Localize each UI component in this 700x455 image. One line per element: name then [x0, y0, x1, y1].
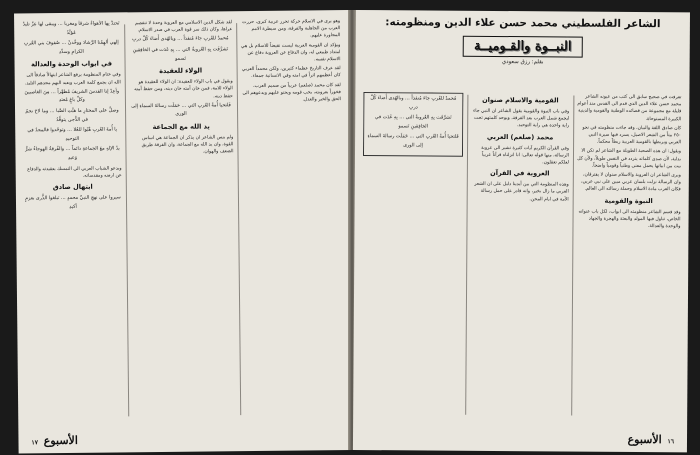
subhead-islam: القومية والاسلام صنوان	[482, 95, 559, 105]
verse-line: سيروا على نهجِ النبيِّ محمدٍ … تبلغوا الذُّرى بعزمٍ أكيدِ	[25, 195, 121, 210]
left-page-column-2	[128, 19, 236, 420]
verse-line: وصلِّ على المختارِ ما هبَّتِ الصَّبا … وما لاحَ نجمٌ في الدُّجى يتوقَّدُ	[25, 108, 119, 123]
subhead-prophecy: النبوة والقومية	[604, 196, 653, 205]
magazine-logo: الأسبوع	[627, 432, 662, 447]
paragraph: ولم ينس الشاعر ان يذكر ان الجماعة هي اساس القوة، وان يد الله مع الجماعة، وان الفرقة طريق الضعف والهوان.	[141, 135, 234, 155]
right-footer	[628, 433, 677, 446]
paragraph: وفي القرآن الكريم آيات كثيرة تشير الى عروبة الرسالة، منها قوله تعالى: انا انزلناه قرآناً عربياً لعلكم تعقلون.	[481, 145, 570, 166]
paragraph: وفي باب النبوة والقومية يقول الشاعر ان النبي جاء ليجمع شمل العرب بعد الفرقة، ويوحد كلمتهم تحت راية واحدة هي راية التوحيد.	[473, 108, 570, 129]
left-page-column-1	[22, 20, 124, 421]
paragraph: ويدعو الشباب العربي الى التمسك بعقيدته والدفاع عن ارضه ومقدساته.	[27, 165, 122, 179]
verse-line: إلهي ألهِمْنا الرَّشادَ ووحِّدنْ … صُفوفَ بني العُربِ الكرامِ وسدِّدِ	[23, 40, 119, 55]
subhead-unity: في ابواب الوحدة والعدالة	[31, 59, 113, 69]
right-page-column-3	[361, 92, 463, 419]
article-kicker: الشاعر الفلسطيني محمد حسن علاء الدين ومنظومته:	[385, 16, 661, 31]
article-title: النبــوة والقـوميــة	[463, 36, 583, 58]
paragraph: لقد شكل الدين الاسلامي مع العروبة وحدة لا تنفصم عراها، وكان ذلك سر قوة العرب في صدر الاسلام.	[134, 20, 233, 34]
verse-line: وأعِدْ لِنا القدسَ الشريفَ مُطهَّراً … مِنَ الغاصبينَ وكلِّ باغٍ مُعتدِ	[24, 89, 120, 104]
paragraph: تعرفت في صحيح سابق الى كتب من عيونه الشاعر محمد حسن علاء الدين الذي قدم الى القدس منذ أعوام قليلة مع مجموعة من قصائده الوطنية والقومية والدينية الكبيرة المستوحاة.	[577, 94, 682, 122]
page-number: ١٧	[31, 439, 39, 447]
paragraph: ويقول في باب الولاء للعقيدة: ان الولاء للعقيدة هو الولاء للامة، فمن خان أمته خان دينه، ومن حفظ أمته حفظ دينه.	[134, 79, 233, 100]
right-page-column-1	[575, 94, 681, 421]
paragraph: كان صادق اللغة والبيان، وقد جاءت منظومته في نحو ٢٥٠ بيتاً من الشعر الاصيل، يسرد فيها سيرة النبي العربي ويربطها بالقومية العربية ربطاً محكماً.	[582, 125, 682, 146]
verse-line: تَشرَّفَت بِهِ العُروبةُ التي … بِهِ غَدَت في الخافِقينِ تَسمو	[132, 47, 229, 62]
verse-line: تَشرَّفَت بِهِ العُروبةُ التي … بِهِ غَدَت في الخافِقينِ تَسمو	[374, 115, 452, 130]
magazine-spread	[14, 10, 690, 450]
magazine-logo: الأسبوع	[43, 433, 78, 448]
left-footer	[28, 434, 78, 448]
article-byline: بقلم: رزق سعودي	[501, 59, 544, 66]
paragraph: وقد قسم الشاعر منظومته الى ابواب، لكل باب عنوانه الخاص، تناول فيها المولد والبعثة والهجرة والجهاد والوحدة والعدالة.	[578, 209, 681, 230]
verse-line: تَحتدُّ بِها الأهواءُ شرقاً ومغرباً … ويبقى لها عِزٌّ تليدٌ مُؤبَّدُ	[22, 21, 120, 36]
right-page-column-2	[469, 93, 569, 420]
verse-line: يا أُمةَ العُربِ هُبّوا للعُلا … وتوحّدوا فالمجدُ في التوحيدِ	[27, 127, 118, 142]
verse-line: مُحمدٌ للعُربِ جاءَ مُنقذاً … وبالهُدى أَضاءَ كُلَّ دربِ	[370, 96, 457, 111]
verse-block-ibtihal	[22, 20, 120, 57]
subhead-lightning: محمد (صلعم) العربي	[486, 132, 554, 141]
paragraph: ويرى الشاعر ان العروبة والاسلام صنوان لا يفترقان، وان الرسالة نزلت بلسان عربي مبين على نبي عربي، فكان العرب مادة الاسلام وحملة رسالته الى العالم.	[580, 172, 681, 193]
column-divider	[465, 95, 468, 415]
paragraph: لقد عرف التاريخ عظماء كثيرين، ولكن محمداً العربي كان أعظمهم اثراً في امته وفي الانسانية جمعاء.	[241, 66, 341, 80]
paragraph: ويقول: ان هذه الصحبة الطويلة مع الشاعر لم تكن الا بداية، لأن صدى كلماته يتردد في النفس طويلاً، ولأن كل بيت من ابياتها يحمل معنى وطنياً وقومياً واضحاً.	[577, 148, 682, 170]
subhead-belief: الولاء للعقيدة	[159, 66, 203, 76]
verse-line: فَلتحيا أُمةُ العُربِ التي … حَمَلَت رسالةَ السماءِ إلى الورى	[367, 134, 459, 149]
paragraph: لقد كان محمد (صلعم) عربياً من صميم العرب، فخوراً بعروبته، يحب قومه ويحنو عليهم ويدعوهم الى الحق والخير والعدل.	[242, 82, 341, 103]
paragraph: وفي ختام المنظومة يرفع الشاعر ابتهالاً صادقاً الى الله ان يجمع كلمة العرب ويعيد اليهم مجدهم التليد.	[24, 72, 121, 86]
page-number: ١٦	[667, 438, 675, 446]
left-page	[14, 10, 353, 453]
subhead-ibtihal: ابتهال صادق	[52, 182, 93, 192]
subhead-quran: العروبة في القرآن	[490, 169, 550, 178]
article-header	[362, 16, 684, 66]
paragraph: وهو يرى في الاسلام حركة تحرر عربية كبرى، حررت العرب من الجاهلية والفرقة، ومن سيطرة الامم المجاورة عليهم.	[242, 19, 341, 39]
verse-line: يدُ الإلهِ معَ الجماعةِ دائماً … والفُرقةُ الهوجاءُ شرُّ وَعيدِ	[25, 146, 120, 161]
verse-box	[363, 92, 463, 156]
verse-line: مُحمدٌ للعُربِ جاءَ مُنقذاً … وبالهُدى أَضاءَ كُلَّ دربِ	[132, 36, 229, 43]
verse-line: فَلتحيا أُمةُ العُربِ التي … حَمَلَت رسالةَ السماءِ إلى الورى	[131, 103, 231, 118]
left-page-column-3	[240, 18, 344, 419]
right-page	[353, 10, 690, 452]
paragraph: وهذه المنظومة التي بين أيدينا دليل على ان الشعر العربي ما زال بخير، وانه قادر على حمل رسالة الأمة في ايام المحن.	[474, 182, 569, 203]
paragraph: ويؤكد ان القومية العربية ليست نقيضاً للاسلام بل هي امتداد طبيعي له، وان الدفاع عن العروبة دفاع عن الاسلام نفسه.	[240, 42, 341, 63]
subhead-hand: يد الله مع الجماعة	[152, 122, 210, 132]
column-divider	[571, 96, 574, 416]
